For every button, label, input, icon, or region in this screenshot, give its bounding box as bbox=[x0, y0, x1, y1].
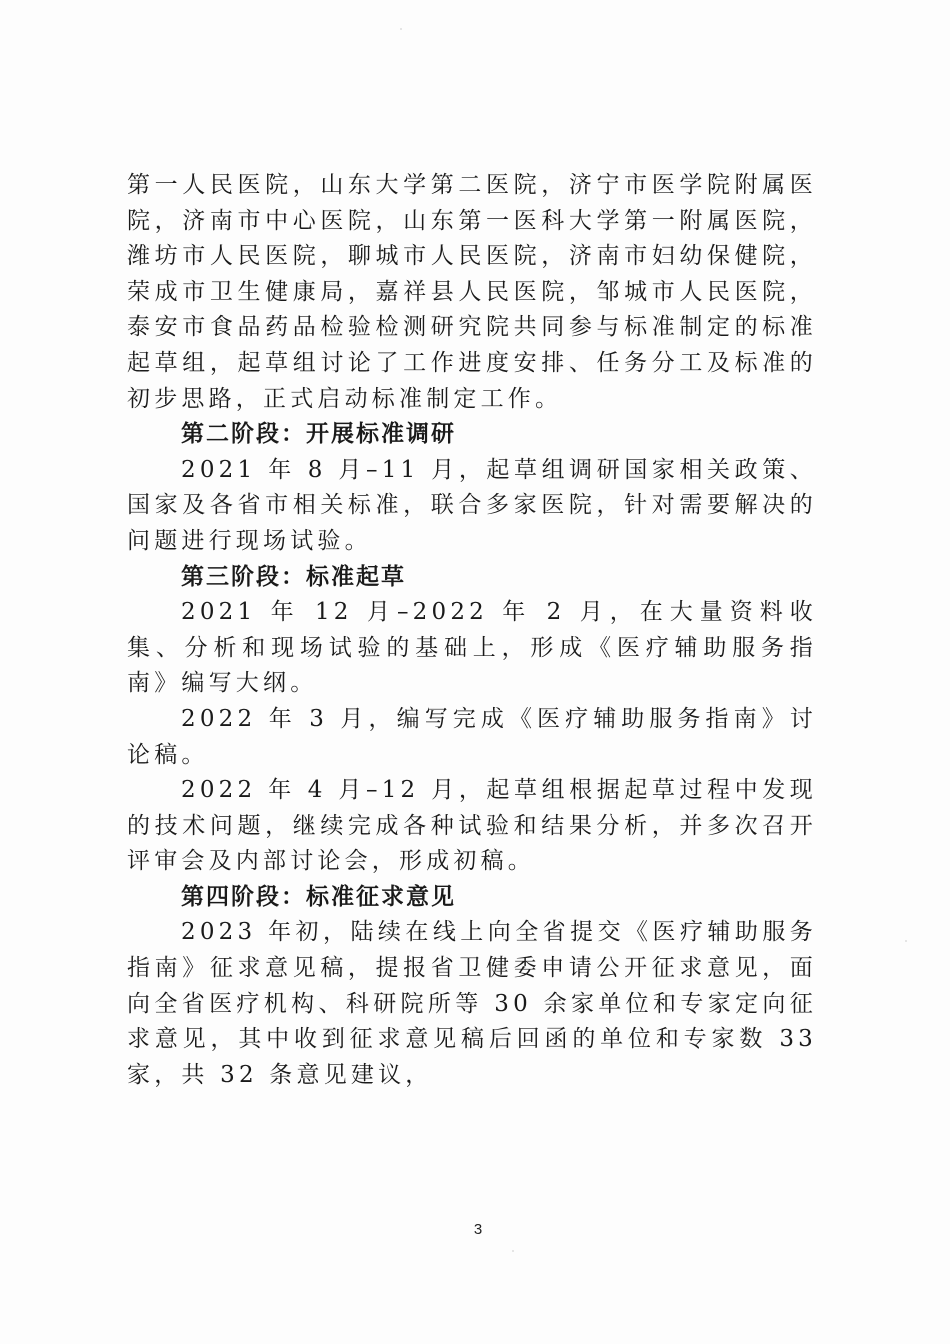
paragraph-stage-three-initial: 2022 年 4 月–12 月，起草组根据起草过程中发现的技术问题，继续完成各种试验和结果分析，并多次召开评审会及内部讨论会，形成初稿。 bbox=[127, 777, 817, 875]
paragraph-stage-two: 2021 年 8 月–11 月，起草组调研国家相关政策、国家及各省市相关标准，联合多家医院，针对需要解决的问题进行现场试验。 bbox=[127, 456, 817, 554]
document-body bbox=[127, 168, 817, 1093]
heading-stage-four: 第四阶段：标准征求意见 bbox=[181, 883, 456, 910]
scan-speck bbox=[512, 1250, 514, 1252]
paragraph-stage-three-draft: 2022 年 3 月，编写完成《医疗辅助服务指南》讨论稿。 bbox=[127, 705, 817, 768]
paragraph-stage-three-outline: 2021 年 12 月–2022 年 2 月，在大量资料收集、分析和现场试验的基础上，形成《医疗辅助服务指南》编写大纲。 bbox=[127, 599, 817, 697]
paragraph-stage-four: 2023 年初，陆续在线上向全省提交《医疗辅助服务指南》征求意见稿，提报省卫健委申请公开征求意见，面向全省医疗机构、科研院所等 30 余家单位和专家定向征求意见，其中收到征求意见稿后回函的单位和专家数 33 家，共 32 条意见建议， bbox=[127, 919, 817, 1088]
scan-speck bbox=[400, 28, 402, 30]
paragraph-participants: 第一人民医院，山东大学第二医院，济宁市医学院附属医院，济南市中心医院，山东第一医科大学第一附属医院，潍坊市人民医院，聊城市人民医院，济南市妇幼保健院，荣成市卫生健康局，嘉祥县人民医院，邹城市人民医院，泰安市食品药品检验检测研究院共同参与标准制定的标准起草组，起草组讨论了工作进度安排、任务分工及标准的初步思路，正式启动标准制定工作。 bbox=[127, 172, 817, 412]
page-number: 3 bbox=[473, 1221, 483, 1238]
heading-stage-two: 第二阶段：开展标准调研 bbox=[181, 421, 456, 448]
heading-stage-three: 第三阶段：标准起草 bbox=[181, 563, 406, 590]
scan-speck bbox=[905, 940, 907, 942]
